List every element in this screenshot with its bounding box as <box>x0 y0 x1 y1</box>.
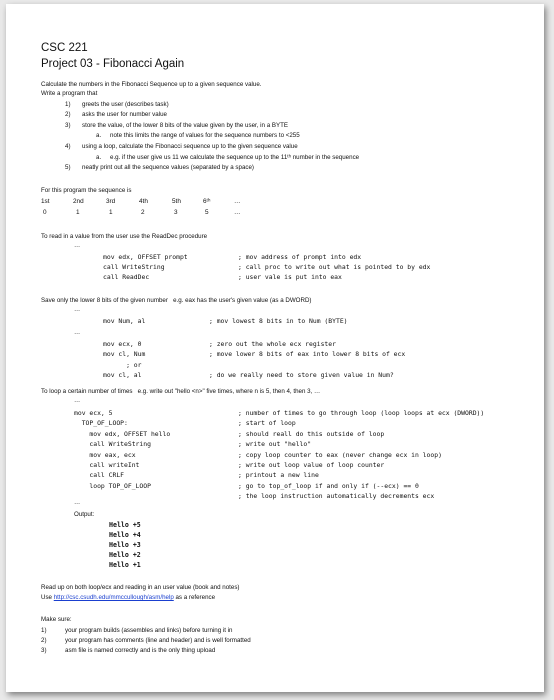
step-number: 1) <box>65 101 71 108</box>
step-text: using a loop, calculate the Fibonacci sequence up to the given sequence value <box>82 143 298 150</box>
sequence-value: 3 <box>174 209 178 216</box>
sequence-header: 1st <box>41 198 50 205</box>
intro-line: Write a program that <box>41 90 98 97</box>
reference-link[interactable]: http://csc.csudh.edu/mmccullough/asm/help <box>53 594 174 601</box>
sequence-intro: For this program the sequence is <box>41 187 132 194</box>
step-text: greets the user (describes task) <box>82 101 169 108</box>
document-page <box>6 4 544 692</box>
readup-text: Read up on both loop/ecx and reading in an user value (book and notes) <box>41 584 240 591</box>
substep-text: note this limits the range of values for the sequence numbers to <255 <box>110 132 300 139</box>
sequence-value: 2 <box>141 209 145 216</box>
ellipsis: … <box>74 397 81 404</box>
sequence-header: 2nd <box>73 198 84 205</box>
checklist-number: 1) <box>41 627 47 634</box>
code-comments: ; mov address of prompt into edx ; call proc to write out what is pointed to by edx ; user vale is put into eax <box>238 253 431 281</box>
output-label: Output: <box>74 511 95 518</box>
step-number: 2) <box>65 111 71 118</box>
project-title: Project 03 - Fibonacci Again <box>41 58 185 70</box>
sequence-value: 0 <box>43 209 47 216</box>
reference-suffix: as a reference <box>173 594 216 601</box>
sequence-value: 5 <box>205 209 209 216</box>
checklist-item: your program has comments (line and header) and is well formatted <box>65 637 251 644</box>
reference-line <box>41 594 215 601</box>
sequence-header: 6ᵗʰ <box>203 198 211 205</box>
sequence-header: 5th <box>172 198 181 205</box>
ellipsis: … <box>74 329 81 336</box>
output-line: Hello +2 <box>109 551 141 559</box>
substep-text: e.g. if the user give us 11 we calculate the sequence up to the 11ᵗʰ number in the sequence <box>110 154 360 161</box>
sequence-value: 1 <box>109 209 113 216</box>
reference-prefix: Use <box>41 594 54 601</box>
checklist-number: 3) <box>41 647 47 654</box>
ellipsis: … <box>74 306 81 313</box>
sequence-header: 4th <box>139 198 148 205</box>
checklist-item: asm file is named correctly and is the only thing upload <box>65 647 216 654</box>
code-comments: ; number of times to go through loop (loop loops at ecx (DWORD)) ; start of loop ; should reall do this outside of loop ; write out "hello" ; copy loop counter to eax (never change ecx in loop) ; write out loop value of loop counter ; printout a new line ; go to top_of_loop if and only if (--ecx) == 0 ; the loop instruction automatically decrements ecx <box>238 409 485 501</box>
step-number: 4) <box>65 143 71 150</box>
sequence-header: 3rd <box>106 198 116 205</box>
output-line: Hello +4 <box>109 531 141 539</box>
step-text: store the value, of the lower 8 bits of the value given by the user, in a BYTE <box>82 122 289 129</box>
ellipsis: … <box>74 242 81 249</box>
substep-letter: a. <box>96 154 102 161</box>
output-line: Hello +1 <box>109 561 141 569</box>
checklist-number: 2) <box>41 637 47 644</box>
substep-letter: a. <box>96 132 102 139</box>
code-block: mov edx, OFFSET prompt call WriteString call ReadDec <box>103 253 188 281</box>
sequence-value: 1 <box>76 209 80 216</box>
section-heading: To loop a certain number of times e.g. write out "hello <n>" five times, where n is 5, then 4, then 3, … <box>41 388 321 395</box>
output-line: Hello +3 <box>109 541 141 549</box>
code-block: mov ecx, 5 TOP_OF_LOOP: mov edx, OFFSET hello call WriteString mov eax, ecx call writeInt call CRLF loop TOP_OF_LOOP <box>74 409 171 490</box>
sequence-value: … <box>234 209 241 216</box>
step-text: neatly print out all the sequence values (separated by a space) <box>82 164 254 171</box>
code-block: mov ecx, 0 mov cl, Num ; or mov cl, al <box>103 340 146 380</box>
ellipsis: … <box>74 499 81 506</box>
section-heading: Save only the lower 8 bits of the given number e.g. eax has the user's given value (as a DWORD) <box>41 297 312 304</box>
output-line: Hello +5 <box>109 521 141 529</box>
sequence-header: … <box>234 198 241 205</box>
step-number: 5) <box>65 164 71 171</box>
code-block: mov Num, al <box>103 317 146 325</box>
step-text: asks the user for number value <box>82 111 167 118</box>
code-comments: ; mov lowest 8 bits in to Num (BYTE) <box>209 317 348 325</box>
intro-line: Calculate the numbers in the Fibonacci Sequence up to a given sequence value. <box>41 81 262 88</box>
code-comments: ; zero out the whole ecx register ; move lower 8 bits of eax into lower 8 bits of ecx ; do we really need to store given value in Num? <box>209 340 406 380</box>
checklist-title: Make sure: <box>41 616 72 623</box>
course-title: CSC 221 <box>41 42 88 54</box>
section-heading: To read in a value from the user use the ReadDec procedure <box>41 233 208 240</box>
step-number: 3) <box>65 122 71 129</box>
checklist-item: your program builds (assembles and links) before turning it in <box>65 627 233 634</box>
